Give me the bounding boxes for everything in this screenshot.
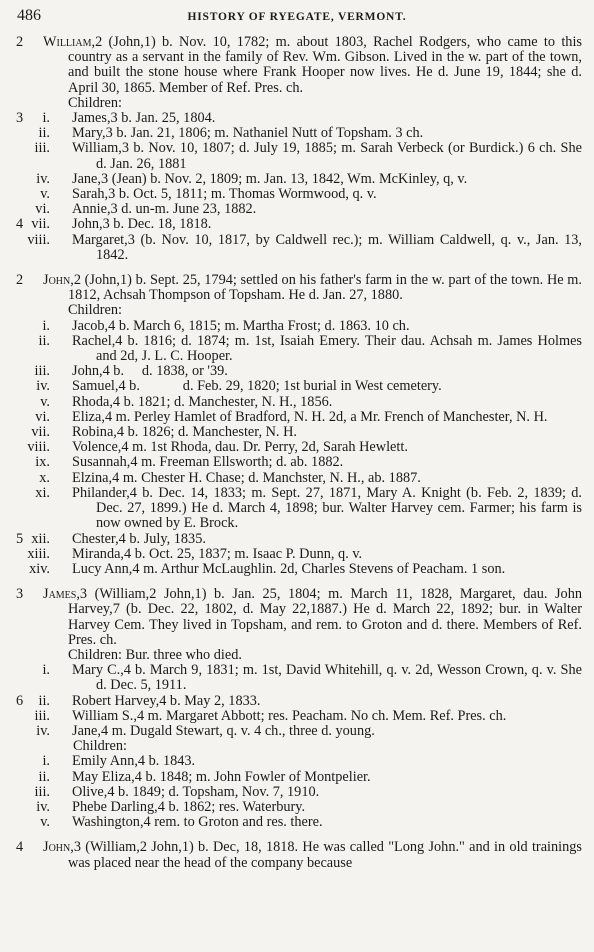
child-text: Miranda,4 b. Oct. 25, 1837; m. Isaac P. Dunn, q. v. bbox=[72, 545, 363, 562]
child-row bbox=[0, 334, 594, 364]
entry-text bbox=[43, 839, 582, 871]
child-number: iii. bbox=[34, 363, 50, 380]
child-row bbox=[0, 562, 594, 577]
child-row bbox=[0, 709, 594, 724]
sub-child-row bbox=[0, 770, 594, 785]
sub-child-row bbox=[0, 754, 594, 769]
child-number: vii. bbox=[31, 424, 50, 441]
child-text: Mary C.,4 b. March 9, 1831; m. 1st, David Whitehill, q. v. 2d, Wesson Crown, q. v. She d. Dec. 5, 1911. bbox=[72, 662, 582, 694]
child-row bbox=[0, 217, 594, 232]
child-row bbox=[0, 172, 594, 187]
entry-marker: 2 bbox=[16, 34, 24, 50]
child-text: Olive,4 b. 1849; d. Topsham, Nov. 7, 1910. bbox=[72, 783, 320, 800]
children-label: Children: bbox=[68, 94, 123, 111]
page-number: 486 bbox=[17, 7, 41, 24]
child-row bbox=[0, 395, 594, 410]
child-row bbox=[0, 532, 594, 547]
child-text: Jacob,4 b. March 6, 1815; m. Martha Frost; d. 1863. 10 ch. bbox=[72, 317, 410, 334]
child-number: i. bbox=[42, 753, 50, 770]
child-number: iv. bbox=[36, 378, 50, 395]
entry-text bbox=[43, 272, 582, 304]
entry-body: 2 (John,1) b. Sept. 25, 1794; settled on his father's farm in the w. part of the town. He m. 1812, Achsah Thompson of Topsham. He d. Jan. 27, 1880. bbox=[68, 272, 582, 304]
child-number: v. bbox=[40, 814, 50, 831]
children-list bbox=[0, 663, 594, 739]
child-text: Mary,3 b. Jan. 21, 1806; m. Nathaniel Nutt of Topsham. 3 ch. bbox=[72, 125, 424, 142]
child-number: ix. bbox=[35, 454, 50, 471]
child-text: William S.,4 m. Margaret Abbott; res. Peacham. No ch. Mem. Ref. Pres. ch. bbox=[72, 707, 507, 724]
child-text: Emily Ann,4 b. 1843. bbox=[72, 753, 196, 770]
child-row bbox=[0, 126, 594, 141]
child-number: v. bbox=[40, 186, 50, 203]
children-label: Children: Bur. three who died. bbox=[68, 646, 242, 663]
child-text: Elzina,4 m. Chester H. Chase; d. Manchster, N. H., ab. 1887. bbox=[72, 469, 421, 486]
child-text: James,3 b. Jan. 25, 1804. bbox=[72, 110, 216, 127]
child-number: ii. bbox=[38, 125, 50, 142]
child-row bbox=[0, 486, 594, 532]
child-text: Lucy Ann,4 m. Arthur McLaughlin. 2d, Charles Stevens of Peacham. 1 son. bbox=[72, 560, 506, 577]
sub-child-row bbox=[0, 785, 594, 800]
entry-james bbox=[0, 587, 594, 830]
entry-william bbox=[0, 35, 594, 263]
child-number: xiv. bbox=[29, 560, 50, 577]
child-number: xiii. bbox=[27, 545, 50, 562]
child-row bbox=[0, 724, 594, 739]
child-row bbox=[0, 319, 594, 334]
child-marker: 3 bbox=[16, 110, 24, 127]
page-header bbox=[0, 8, 594, 28]
child-row bbox=[0, 694, 594, 709]
child-text: John,3 b. Dec. 18, 1818. bbox=[72, 216, 212, 233]
child-number: vi. bbox=[35, 201, 50, 218]
child-number: ii. bbox=[38, 332, 50, 349]
child-text: Samuel,4 b. d. Feb. 29, 1820; 1st burial in West cemetery. bbox=[72, 378, 442, 395]
entry-body: 3 (William,2 John,1) b. Dec, 18, 1818. He was called "Long John." and in old trainings was placed near the head of the company because bbox=[68, 839, 582, 871]
child-number: iv. bbox=[36, 170, 50, 187]
sub-children-label: Children: bbox=[73, 738, 128, 755]
child-text: Rachel,4 b. 1816; d. 1874; m. 1st, Isaiah Emery. Their dau. Achsah m. James Holmes and 2d, J. L. C. Hooper. bbox=[72, 332, 582, 365]
child-number: v. bbox=[40, 393, 50, 410]
child-number: ii. bbox=[38, 692, 50, 709]
child-text: Chester,4 b. July, 1835. bbox=[72, 530, 206, 547]
child-number: ii. bbox=[38, 768, 50, 785]
entry-long-john bbox=[0, 840, 594, 870]
entry-body: 2 (John,1) b. Nov. 10, 1782; m. about 1803, Rachel Rodgers, who came to this country as a servant in the family of Rev. Wm. Gibson. Lived in the w. part of the town, and built the stone house where Frank Hooper now lives. He d. June 19, 1844; she d. April 30, 1865. Member of Ref. Pres. ch. bbox=[68, 34, 582, 96]
child-row bbox=[0, 187, 594, 202]
child-text: Phebe Darling,4 b. 1862; res. Waterbury. bbox=[72, 798, 306, 815]
page-body bbox=[0, 35, 594, 871]
child-marker: 5 bbox=[16, 530, 24, 547]
child-text: Susannah,4 m. Freeman Ellsworth; d. ab. 1882. bbox=[72, 454, 344, 471]
child-row bbox=[0, 379, 594, 394]
child-number: xi. bbox=[35, 484, 50, 501]
child-row bbox=[0, 440, 594, 455]
children-label: Children: bbox=[68, 302, 123, 319]
sub-child-row bbox=[0, 800, 594, 815]
child-row bbox=[0, 425, 594, 440]
child-text: Rhoda,4 b. 1821; d. Manchester, N. H., 1856. bbox=[72, 393, 333, 410]
child-text: Sarah,3 b. Oct. 5, 1811; m. Thomas Wormwood, q. v. bbox=[72, 186, 377, 203]
child-number: iv. bbox=[36, 722, 50, 739]
child-number: vii. bbox=[31, 216, 50, 233]
entry-name: John, bbox=[43, 272, 74, 289]
children-list bbox=[0, 111, 594, 263]
child-marker: 6 bbox=[16, 692, 24, 709]
entry-name: John, bbox=[43, 839, 74, 856]
entry-marker: 2 bbox=[16, 272, 24, 289]
child-row bbox=[0, 410, 594, 425]
child-number: x. bbox=[39, 469, 50, 486]
child-number: viii. bbox=[27, 439, 50, 456]
child-number: iii. bbox=[34, 140, 50, 157]
child-number: i. bbox=[42, 110, 50, 127]
child-text: Eliza,4 m. Perley Hamlet of Bradford, N. H. 2d, a Mr. French of Manchester, N. H. bbox=[72, 408, 548, 425]
child-text: Washington,4 rem. to Groton and res. there. bbox=[72, 814, 323, 831]
entry-body: 3 (William,2 John,1) b. Jan. 25, 1804; m. March 11, 1828, Margaret, dau. John Harvey,7 (b. Dec. 22, 1802, d. May 22,1887.) He d. March 22, 1892; bur. in Walter Harvey Cem. They lived in Topsham, and rem. to Groton and d. there. Members of Ref. Pres. ch. bbox=[68, 586, 582, 648]
child-text: Robert Harvey,4 b. May 2, 1833. bbox=[72, 692, 261, 709]
child-text: Jane,3 (Jean) b. Nov. 2, 1809; m. Jan. 13, 1842, Wm. McKinley, q, v. bbox=[72, 170, 468, 187]
child-text: Annie,3 d. un-m. June 23, 1882. bbox=[72, 201, 257, 218]
child-row bbox=[0, 202, 594, 217]
running-head: HISTORY OF RYEGATE, VERMONT. bbox=[187, 11, 407, 23]
sub-child-row bbox=[0, 815, 594, 830]
child-row bbox=[0, 471, 594, 486]
child-number: vi. bbox=[35, 408, 50, 425]
child-number: i. bbox=[42, 662, 50, 679]
child-number: viii. bbox=[27, 231, 50, 248]
child-number: iv. bbox=[36, 798, 50, 815]
entry-name: James, bbox=[43, 586, 80, 603]
child-text: Margaret,3 (b. Nov. 10, 1817, by Caldwell rec.); m. William Caldwell, q. v., Jan. 13, 1842. bbox=[72, 231, 582, 263]
child-number: iii. bbox=[34, 783, 50, 800]
child-text: John,4 b. d. 1838, or '39. bbox=[72, 363, 228, 380]
child-row bbox=[0, 455, 594, 470]
children-list bbox=[0, 319, 594, 577]
child-text: Volence,4 m. 1st Rhoda, dau. Dr. Perry, 2d, Sarah Hewlett. bbox=[72, 439, 408, 456]
entry-text bbox=[43, 586, 582, 648]
child-row bbox=[0, 663, 594, 693]
entry-marker: 3 bbox=[16, 586, 24, 603]
entry-john bbox=[0, 273, 594, 577]
child-number: i. bbox=[42, 317, 50, 334]
child-text: May Eliza,4 b. 1848; m. John Fowler of Montpelier. bbox=[72, 768, 371, 785]
entry-marker: 4 bbox=[16, 839, 24, 856]
child-marker: 4 bbox=[16, 216, 24, 233]
entry-name: William, bbox=[43, 34, 96, 50]
child-number: xii. bbox=[31, 530, 50, 547]
child-row bbox=[0, 547, 594, 562]
entry-text bbox=[43, 34, 582, 96]
child-row bbox=[0, 364, 594, 379]
child-text: Jane,4 m. Dugald Stewart, q. v. 4 ch., three d. young. bbox=[72, 722, 375, 739]
child-row bbox=[0, 233, 594, 263]
child-text: Philander,4 b. Dec. 14, 1833; m. Sept. 27, 1871, Mary A. Knight (b. Feb. 2, 1839; d. Dec. 27, 1899.) He d. March 4, 1898; bur. Walter Harvey cem. Farmer; his farm is now owned by E. Brock. bbox=[72, 484, 582, 532]
sub-children-list bbox=[0, 754, 594, 830]
child-text: William,3 b. Nov. 10, 1807; d. July 19, 1885; m. Sarah Verbeck (or Burdick.) 6 ch. She d. Jan. 26, 1881 bbox=[72, 140, 582, 172]
child-number: iii. bbox=[34, 707, 50, 724]
child-row bbox=[0, 141, 594, 171]
child-text: Robina,4 b. 1826; d. Manchester, N. H. bbox=[72, 424, 297, 441]
child-row bbox=[0, 111, 594, 126]
